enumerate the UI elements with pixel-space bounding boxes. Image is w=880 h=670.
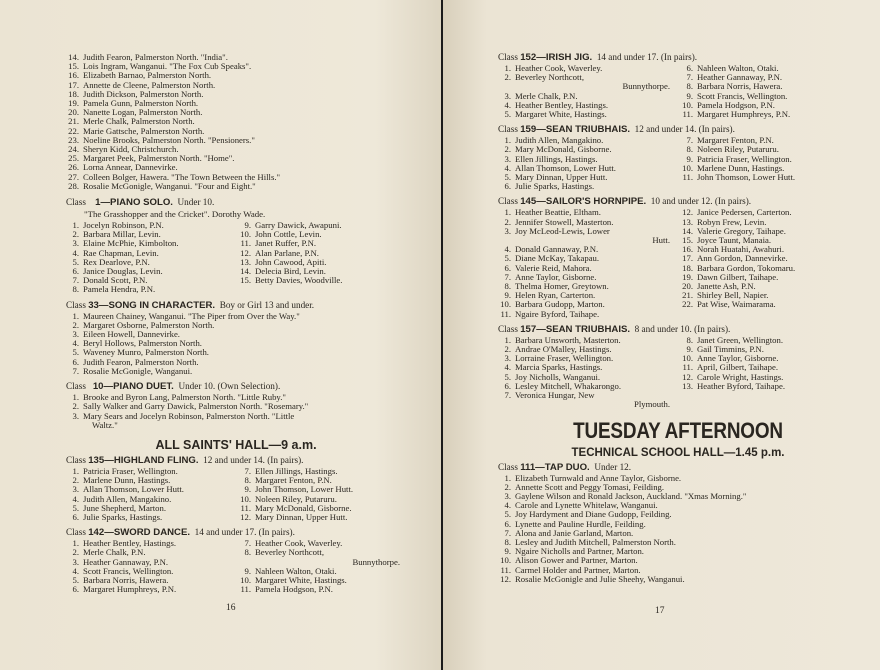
table-row: 2. Marlene Dunn, Hastings. 8. Margaret Fenton, P.N. [72, 475, 332, 486]
table-row: 7. Veronica Hungar, New [504, 390, 595, 401]
table-row: 4. Marcia Sparks, Hastings. 11. April, Gilbert, Taihape. [504, 362, 779, 373]
table-row: 1. Heather Beattie, Eltham. 12. Janice Pedersen, Carterton. [504, 207, 792, 218]
list-item: 17. Annette de Cleene, Palmerston North. [68, 79, 216, 90]
table-row: 7. Anne Taylor, Gisborne. 19. Dawn Gilbert, Taihape. [504, 271, 779, 282]
list-item: 5. Joy Hardyment and Diane Gudopp, Feilding. [504, 509, 672, 520]
right-column [498, 52, 858, 584]
list-item-continuation: Bunnythorpe. [622, 81, 670, 92]
class-heading-sailors-hornpipe: Class 145—SAILOR'S HORNPIPE. 10 and under 12. (In pairs). [498, 196, 752, 208]
table-row: 2. Mary McDonald, Gisborne. 8. Noleen Riley, Putaruru. [504, 144, 779, 155]
table-row: 1. Patricia Fraser, Wellington. 7. Ellen Jillings, Hastings. [72, 465, 338, 476]
table-row: 5. Margaret White, Hastings. 11. Margaret Humphreys, P.N. [504, 109, 791, 120]
table-row: 3. Allan Thomson, Lower Hutt. 9. John Thomson, Lower Hutt. [72, 484, 354, 495]
hall-heading: TECHNICAL SCHOOL HALL—1.45 p.m. [571, 446, 785, 459]
table-row: 1. Barbara Unsworth, Masterton. 8. Janet Green, Wellington. [504, 334, 783, 345]
list-item: 4. Carole and Lynette Whitelaw, Wanganui. [504, 500, 658, 511]
table-row: 3. Lorraine Fraser, Wellington. 10. Anne Taylor, Gisborne. [504, 353, 779, 364]
table-row: 1. Heather Cook, Waverley. 6. Nahleen Walton, Otaki. [504, 63, 779, 73]
page-number: 16 [226, 603, 236, 613]
list-item: 19. Pamela Gunn, Palmerston North. [68, 98, 199, 109]
table-row: 2. Jennifer Stowell, Masterton. 13. Robyn Frew, Levin. [504, 216, 767, 227]
continued-list [66, 53, 406, 191]
list-item: 10. Alison Gower and Partner, Marton. [500, 555, 638, 566]
list-item: 15. Lois Ingram, Wanganui. "The Fox Cub Speaks". [68, 61, 252, 72]
list-item: 16. Elizabeth Barnao, Palmerston North. [68, 70, 212, 81]
list-item: 1. Maureen Chainey, Wanganui. "The Piper from Over the Way." [72, 310, 300, 321]
table-row: 1. Heather Bentley, Hastings. 7. Heather Cook, Waverley. [72, 538, 343, 549]
list-item-continuation: Waltz." [92, 419, 118, 430]
table-row: 6. Julie Sparks, Hastings. 12. Mary Dinnan, Upper Hutt. [72, 511, 348, 522]
list-item: 18. Judith Dickson, Palmerston North. [68, 88, 204, 99]
list-item: 26. Lorna Annear, Dannevirke. [68, 162, 178, 173]
list-item: 1. Elizabeth Turnwald and Anne Taylor, Gisborne. [504, 472, 682, 483]
list-item: 28. Rosalie McGonigle, Wanganui. "Four and Eight." [68, 180, 256, 191]
table-row: Hutt. 15. Joyce Taunt, Manaia. [498, 236, 858, 245]
entrant-list [66, 312, 406, 376]
list-item-continuation: Bunnythorpe. [352, 556, 400, 567]
list-item: 23. Noeline Brooks, Palmerston North. "Pensioners." [68, 134, 255, 145]
list-item: 20. Nanette Logan, Palmerston North. [68, 107, 203, 118]
table-row: 5. Mary Dinnan, Upper Hutt. 11. John Thomson, Lower Hutt. [504, 172, 796, 183]
left-column [66, 53, 406, 594]
list-item: 12. Rosalie McGonigle and Julie Sheehy, Wanganui. [500, 573, 685, 584]
list-item: 8. Lesley and Judith Mitchell, Palmerston North. [504, 536, 676, 547]
list-item: 2. Margaret Osborne, Palmerston North. [72, 319, 215, 330]
table-row: 4. Scott Francis, Wellington. 9. Nahleen Walton, Otaki. [72, 565, 337, 576]
class-heading-piano-duet: Class 10—PIANO DUET. Under 10. (Own Selection). [66, 381, 281, 393]
entrant-list [66, 393, 406, 430]
page-number: 17 [655, 606, 665, 616]
entrant-grid [66, 221, 406, 295]
list-item: 2. Annette Scott and Peggy Tomasi, Feilding. [504, 481, 665, 492]
table-row: 4. Judith Allen, Mangakino. 10. Noleen Riley, Putaruru. [72, 493, 337, 504]
class-heading-sean-triubhais-159: Class 159—SEAN TRIUBHAIS. 12 and under 14. (In pairs). [498, 124, 735, 136]
hall-heading: ALL SAINTS' HALL—9 a.m. [155, 437, 317, 452]
table-row: 2. Merle Chalk, P.N. 8. Beverley Northcott, [72, 547, 324, 558]
list-item-continuation: Hutt. [652, 235, 670, 246]
entrant-grid [66, 467, 406, 522]
table-row: 8. Thelma Homer, Greytown. 20. Janette Ash, P.N. [504, 281, 756, 292]
table-row: 5. Joy Nicholls, Wanganui. 12. Carole Wright, Hastings. [504, 371, 784, 382]
list-item: 21. Merle Chalk, Palmerston North. [68, 116, 195, 127]
list-item: 25. Margaret Peek, Palmerston North. "Home". [68, 153, 235, 164]
entrant-grid [66, 539, 406, 594]
table-row: Bunnythorpe. 8. Barbara Norris, Hawera. [498, 82, 858, 91]
table-row: 7. Donald Scott, P.N. 15. Betty Davies, Woodville. [72, 275, 343, 286]
list-item: 11. Carmel Holder and Partner, Marton. [500, 564, 641, 575]
class-heading-piano-solo: Class 1—PIANO SOLO. Under 10. [66, 197, 215, 209]
class-heading-sean-triubhais-157: Class 157—SEAN TRIUBHAIS. 8 and under 10. (In pairs). [498, 323, 731, 335]
table-row: 5. June Shepherd, Marton. 11. Mary McDonald, Gisborne. [72, 502, 352, 513]
table-row: 6. Lesley Mitchell, Whakarongo. 13. Heather Byford, Taihape. [504, 380, 786, 391]
table-row: 4. Rae Chapman, Levin. 12. Alan Parlane, P.N. [72, 247, 319, 258]
list-item: 24. Sheryn Kidd, Christchurch. [68, 144, 179, 155]
class-heading-irish-jig: Class 152—IRISH JIG. 14 and under 17. (In pairs). [498, 52, 698, 63]
entrant-grid [498, 208, 858, 318]
table-row [498, 400, 858, 409]
class-heading-sword-dance: Class 142—SWORD DANCE. 14 and under 17. (In pairs). [66, 527, 295, 539]
table-row: 11. Ngaire Byford, Taihape. [500, 308, 600, 319]
table-row: 6. Valerie Reid, Mahora. 18. Barbara Gordon, Tokomaru. [504, 262, 796, 273]
table-row: 6. Janice Douglas, Levin. 14. Delecia Bird, Levin. [72, 266, 326, 277]
list-item: 7. Alona and Janie Garland, Marton. [504, 527, 634, 538]
table-row: 3. Joy McLeod-Lewis, Lower 14. Valerie Gregory, Taihape. [504, 225, 786, 236]
table-row: 5. Rex Dearlove, P.N. 13. John Cawood, Apiti. [72, 256, 327, 267]
table-row: 8. Pamela Hendra, P.N. [72, 284, 156, 295]
table-row: 10. Barbara Gudopp, Marton. 22. Pat Wise, Waimarama. [500, 299, 776, 310]
entrant-grid [498, 336, 858, 410]
table-row: 2. Beverley Northcott, 7. Heather Gannaway, P.N. [504, 72, 783, 83]
session-title: TUESDAY AFTERNOON [573, 417, 783, 443]
table-row: 1. Jocelyn Robinson, P.N. 9. Garry Dawick, Awapuni. [72, 220, 342, 231]
table-row: 4. Allan Thomson, Lower Hutt. 10. Marlene Dunn, Hastings. [504, 162, 785, 173]
class-heading-tap-duo: Class 111—TAP DUO. Under 12. [498, 461, 632, 473]
set-piece: "The Grasshopper and the Cricket". Dorothy Wade. [84, 209, 266, 220]
entrant-grid [498, 64, 858, 119]
table-row: 5. Diane McKay, Takapau. 17. Ann Gordon, Dannevirke. [504, 253, 788, 264]
table-row: 9. Helen Ryan, Carterton. 21. Shirley Bell, Napier. [504, 290, 769, 301]
list-item: 3. Mary Sears and Jocelyn Robinson, Palmerston North. "Little [72, 410, 295, 421]
table-row: 3. Heather Gannaway, P.N. Bunnythorpe. [66, 558, 406, 567]
class-heading-highland-fling: Class 135—HIGHLAND FLING. 12 and under 14. (In pairs). [66, 454, 304, 466]
table-row: 2. Andrae O'Malley, Hastings. 9. Gail Timmins, P.N. [504, 344, 764, 355]
table-row: 6. Julie Sparks, Hastings. [504, 181, 595, 192]
list-item: 6. Judith Fearon, Palmerston North. [72, 356, 199, 367]
list-item: 14. Judith Fearon, Palmerston North. "India". [68, 52, 228, 62]
table-row: 6. Margaret Humphreys, P.N. 11. Pamela Hodgson, P.N. [72, 584, 333, 595]
table-row: 3. Ellen Jillings, Hastings. 9. Patricia Fraser, Wellington. [504, 153, 792, 164]
list-item: 6. Lynette and Pauline Hurdle, Feilding. [504, 518, 646, 529]
list-item: 5. Waveney Munro, Palmerston North. [72, 347, 209, 358]
list-item: 27. Colleen Bolger, Hawera. "The Town Between the Hills." [68, 171, 281, 182]
right-page [443, 0, 880, 670]
table-row: 2. Barbara Millar, Levin. 10. John Cottle, Levin. [72, 229, 322, 240]
table-row: 3. Elaine McPhie, Kimbolton. 11. Janet Ruffer, P.N. [72, 238, 317, 249]
class-heading-song-in-character: Class 33—SONG IN CHARACTER. Boy or Girl 13 and under. [66, 299, 315, 311]
table-row: 5. Barbara Norris, Hawera. 10. Margaret White, Hastings. [72, 574, 347, 585]
list-item: 9. Ngaire Nicholls and Partner, Marton. [504, 546, 644, 557]
table-row: 1. Judith Allen, Mangakino. 7. Margaret Fenton, P.N. [504, 135, 774, 146]
list-item-continuation: Plymouth. [634, 399, 670, 410]
list-item: 1. Brooke and Byron Lang, Palmerston North. "Little Ruby." [72, 392, 286, 403]
list-item: 2. Sally Walker and Garry Dawick, Palmerston North. "Rosemary." [72, 401, 309, 412]
list-item: 7. Rosalie McGonigle, Wanganui. [72, 365, 193, 376]
entrant-list [498, 474, 858, 584]
table-row: 4. Donald Gannaway, P.N. 16. Norah Huatahi, Awahuri. [504, 244, 785, 255]
entrant-grid [498, 136, 858, 191]
list-item: 4. Beryl Hollows, Palmerston North. [72, 338, 202, 349]
list-item: 3. Gaylene Wilson and Ronald Jackson, Auckland. "Xmas Morning." [504, 490, 747, 501]
table-row: 3. Merle Chalk, P.N. 9. Scott Francis, Wellington. [504, 90, 788, 101]
list-item: 22. Marie Gattsche, Palmerston North. [68, 125, 205, 136]
list-item: 3. Eileen Howell, Dannevirke. [72, 329, 180, 340]
table-row: 4. Heather Bentley, Hastings. 10. Pamela Hodgson, P.N. [504, 99, 775, 110]
